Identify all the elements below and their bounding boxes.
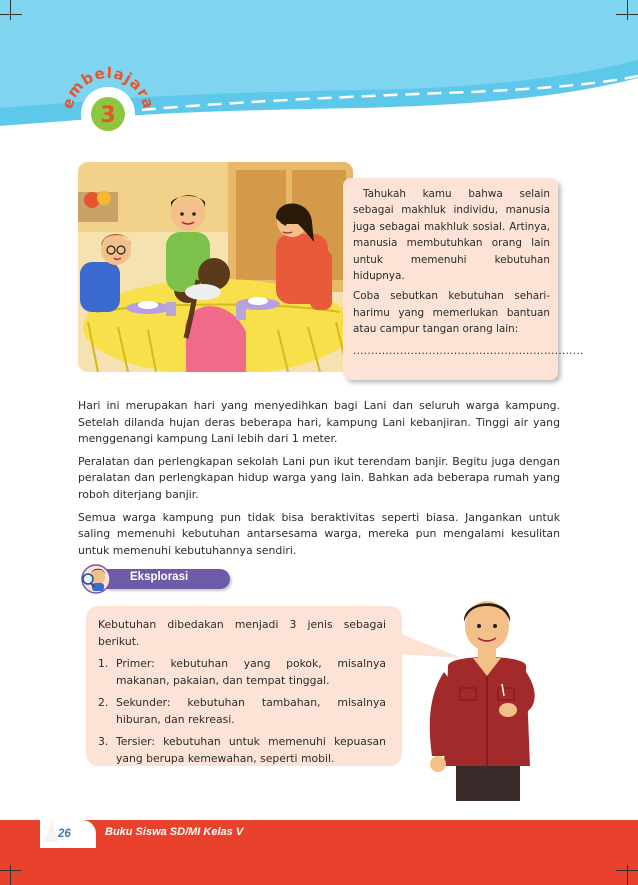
lesson-word: embelajara <box>58 63 158 112</box>
story-text <box>78 398 560 565</box>
family-meal-illustration <box>78 162 353 372</box>
list-item: 3. Tersier: kebutuhan untuk memenuhi kepuasan yang berupa kemewahan, seperti mobil. <box>98 735 386 765</box>
exploration-label: Eksplorasi <box>130 571 189 583</box>
lesson-badge-graphic <box>58 62 158 162</box>
book-title: Buku Siswa SD/MI Kelas V <box>105 826 244 838</box>
crop-mark <box>616 870 638 871</box>
question-intro-text: Tahukah kamu bahwa selain sebagai makhluk individu, manusia juga sebagai makhluk sosial. Artinya, manusia membutuhkan orang lain untuk memenuhi kebutuhan hidupnya. <box>353 188 550 283</box>
crop-mark <box>0 870 22 871</box>
needs-info-box <box>86 606 402 766</box>
lesson-badge <box>58 62 158 162</box>
footer-band <box>0 812 638 885</box>
list-item: 1. Primer: kebutuhan yang pokok, misalnya makanan, pakaian, dan tempat tinggal. <box>98 657 386 687</box>
crop-mark <box>627 0 628 20</box>
lesson-number: 3 <box>100 103 116 128</box>
story-paragraph: Peralatan dan perlengkapan sekolah Lani pun ikut terendam banjir. Begitu juga dengan peralatan dan perlengkapan hidup warga yang lain. Bahkan ada beberapa rumah yang roboh diterjang banjir. <box>78 454 560 501</box>
teacher-illustration <box>418 596 556 801</box>
crop-mark <box>627 865 628 885</box>
exploration-tag <box>80 564 232 590</box>
crop-mark <box>10 865 11 885</box>
question-prompt-text: Coba sebutkan kebutuhan sehari-harimu yang memerlukan bantuan atau campur tangan orang lain: <box>353 290 550 336</box>
needs-list <box>98 656 386 767</box>
list-item: 2. Sekunder: kebutuhan tambahan, misalnya hiburan, dan rekreasi. <box>98 696 386 726</box>
story-paragraph: Hari ini merupakan hari yang menyedihkan bagi Lani dan seluruh warga kampung. Setelah dilanda hujan deras beberapa hari, kampung Lani kebanjiran. Tinggi air yang menggenangi kampung Lani lebih dari 1 meter. <box>78 399 560 446</box>
magnifier-kid-icon <box>80 564 118 594</box>
crop-mark <box>616 14 638 15</box>
question-box <box>343 178 584 380</box>
story-paragraph: Semua warga kampung pun tidak bisa beraktivitas seperti biasa. Jangankan untuk saling memenuhi kebutuhan antarsesama warga, mereka pun mengalami kesulitan untuk memenuhi kebutuhannya sendiri. <box>78 510 560 557</box>
crop-mark <box>0 14 22 15</box>
crop-mark <box>10 0 11 20</box>
needs-intro: Kebutuhan dibedakan menjadi 3 jenis sebagai berikut. <box>98 618 386 648</box>
page-number: 26 <box>58 828 71 840</box>
answer-blank[interactable]: ................................................................ <box>353 344 584 357</box>
